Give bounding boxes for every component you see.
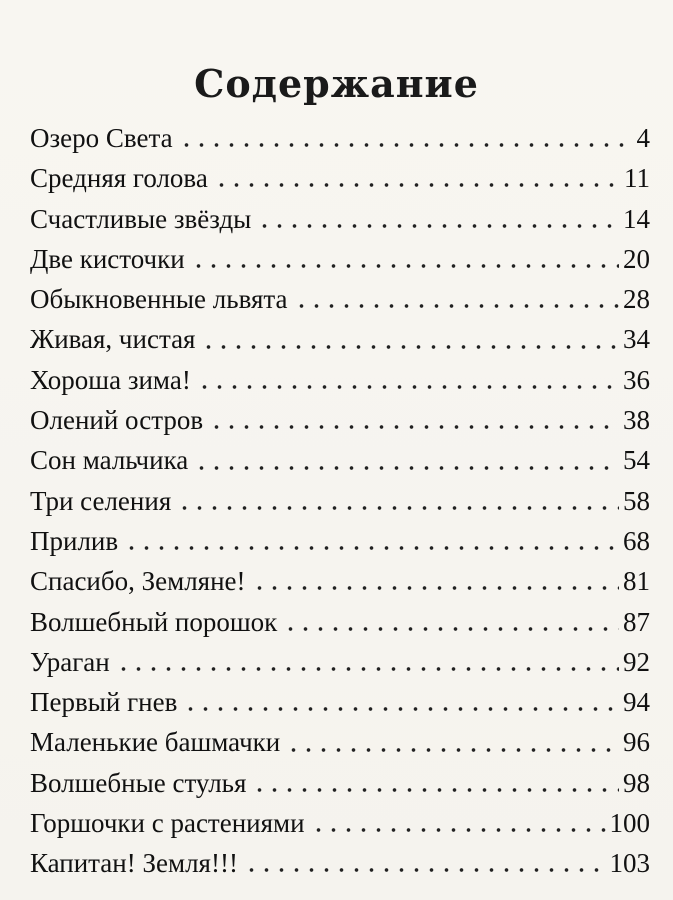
dot-leader (214, 181, 620, 189)
dot-leader (177, 504, 619, 512)
toc-entry-title: Волшебный порошок (30, 606, 278, 637)
dot-leader (209, 423, 619, 431)
dot-leader (179, 141, 633, 149)
toc-entry-page: 103 (609, 848, 650, 879)
toc-entry-page: 11 (624, 163, 650, 194)
toc-entry (30, 199, 650, 239)
dot-leader (244, 866, 606, 874)
toc-entry (30, 682, 650, 722)
toc-entry (30, 118, 650, 158)
dot-leader (194, 464, 619, 472)
dot-leader (116, 665, 619, 673)
toc-entry-title: Сон мальчика (30, 445, 189, 476)
page-title: Содержание (194, 61, 479, 107)
toc-entry-page: 68 (623, 525, 650, 556)
toc-entry-page: 28 (623, 284, 650, 315)
toc-entry (30, 803, 650, 843)
toc-entry-title: Ураган (30, 646, 110, 677)
toc-entry-page: 92 (623, 646, 650, 677)
toc-entry-page: 87 (623, 606, 650, 637)
toc-entry-title: Три селения (30, 485, 172, 516)
toc-entry (30, 481, 650, 521)
toc-entry-title: Живая, чистая (30, 324, 196, 355)
toc-entry-page: 96 (623, 727, 650, 758)
toc-entry-title: Олений остров (30, 405, 204, 436)
toc-entry-page: 98 (623, 767, 650, 798)
toc-entry-title: Хороша зима! (30, 364, 191, 395)
toc-entry-page: 20 (623, 243, 650, 274)
dot-leader (201, 343, 619, 351)
toc-entry-title: Капитан! Земля!!! (30, 848, 238, 879)
toc-entry (30, 722, 650, 762)
toc-entry-title: Счастливые звёзды (30, 203, 252, 234)
toc-entry-page: 54 (623, 445, 650, 476)
dot-leader (252, 786, 619, 794)
dot-leader (283, 625, 619, 633)
toc-entry (30, 642, 650, 682)
toc-entry-title: Обыкновенные львята (30, 284, 288, 315)
toc-entry-title: Средняя голова (30, 163, 208, 194)
toc-entry-title: Волшебные стулья (30, 767, 247, 798)
toc-entry (30, 602, 650, 642)
toc-entry-page: 38 (623, 405, 650, 436)
dot-leader (294, 302, 619, 310)
toc-entry-title: Маленькие башмачки (30, 727, 281, 758)
toc-entry (30, 561, 650, 601)
toc-entry (30, 440, 650, 480)
dot-leader (191, 262, 619, 270)
toc-entry (30, 239, 650, 279)
toc-entry-title: Горшочки с растениями (30, 808, 305, 839)
toc-entry-page: 58 (623, 485, 650, 516)
toc-entry (30, 319, 650, 359)
dot-leader (124, 544, 619, 552)
dot-leader (257, 222, 619, 230)
toc-entry-title: Спасибо, Земляне! (30, 566, 246, 597)
toc-entry (30, 763, 650, 803)
toc-entry-title: Прилив (30, 525, 119, 556)
toc-entry (30, 158, 650, 198)
dot-leader (183, 705, 619, 713)
toc-entry (30, 843, 650, 883)
toc-entry-page: 14 (623, 203, 650, 234)
toc-entry (30, 521, 650, 561)
toc-entry (30, 400, 650, 440)
toc-entry-page: 100 (609, 808, 650, 839)
table-of-contents (30, 118, 650, 884)
toc-entry-title: Первый гнев (30, 687, 178, 718)
toc-entry-title: Озеро Света (30, 123, 173, 153)
dot-leader (286, 746, 619, 754)
dot-leader (252, 584, 619, 592)
toc-entry-page: 81 (623, 566, 650, 597)
toc-entry (30, 279, 650, 319)
toc-entry-page: 34 (623, 324, 650, 355)
dot-leader (197, 383, 619, 391)
dot-leader (311, 826, 606, 834)
toc-entry-page: 36 (623, 364, 650, 395)
toc-entry-title: Две кисточки (30, 243, 185, 274)
toc-entry (30, 360, 650, 400)
toc-entry-page: 94 (623, 687, 650, 718)
toc-entry-page: 4 (636, 123, 650, 153)
